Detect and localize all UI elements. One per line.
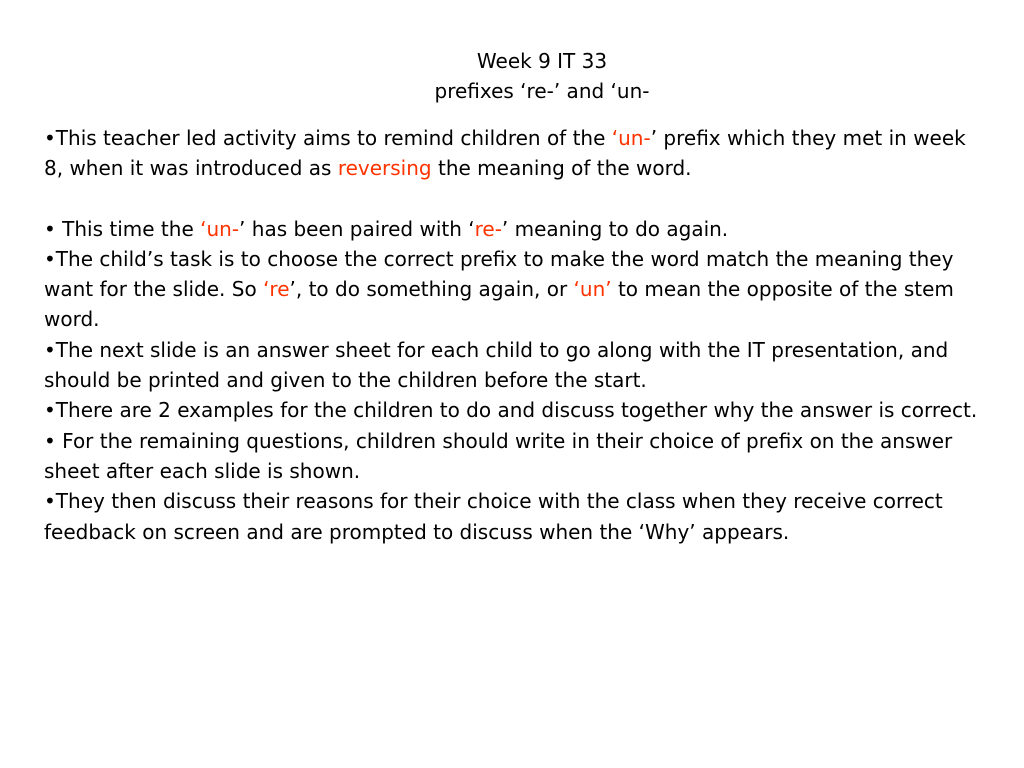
title-block [0, 46, 1024, 106]
bullet-text: ’ prefix which they met in week 8, when it was introduced as [44, 126, 966, 181]
bullet-text: to mean the opposite of the stem word. [44, 277, 954, 332]
highlight-un-prefix: ‘un- [200, 216, 240, 241]
bullet-text: •This teacher led activity aims to remind children of the [44, 126, 612, 150]
bullet-text: ’, to do something again, or [289, 277, 574, 302]
slide-subtitle: prefixes ‘re-’ and ‘un- [434, 79, 650, 103]
notes-body [44, 123, 984, 547]
highlight-un-prefix: ‘un- [611, 126, 651, 150]
bullet-text: ’ has been paired with ‘ [239, 216, 475, 241]
bullet-pairing [44, 214, 984, 244]
slide-title: Week 9 IT 33 [476, 49, 608, 73]
bullet-examples: •There are 2 examples for the children to do and discuss together why the answer is correct. [44, 398, 978, 423]
bullet-text: ’ meaning to do again. [501, 216, 729, 241]
bullet-text: • This time the [44, 216, 201, 241]
bullet-answer-sheet: •The next slide is an answer sheet for each child to go along with the IT presentation, and should be printed and given to the children before the start. [44, 337, 949, 393]
bullet-activity-aim [44, 123, 984, 184]
bullet-task [44, 244, 984, 335]
highlight-un: ‘un’ [573, 277, 612, 302]
highlight-re-prefix: re- [474, 216, 502, 241]
highlight-re: ‘re [263, 277, 290, 302]
highlight-reversing: reversing [337, 156, 432, 181]
bullet-text: •The child’s task is to choose the correct prefix to make the word match the meaning they want for the slide. So [44, 246, 954, 302]
bullet-discussion: •They then discuss their reasons for their choice with the class when they receive correct feedback on screen and are prompted to discuss when the ‘Why’ appears. [44, 489, 943, 544]
bullet-text: the meaning of the word. [431, 156, 692, 181]
paragraph-spacer [44, 184, 984, 214]
bullet-remaining-questions: • For the remaining questions, children should write in their choice of prefix on the answer sheet after each slide is shown. [44, 428, 953, 483]
